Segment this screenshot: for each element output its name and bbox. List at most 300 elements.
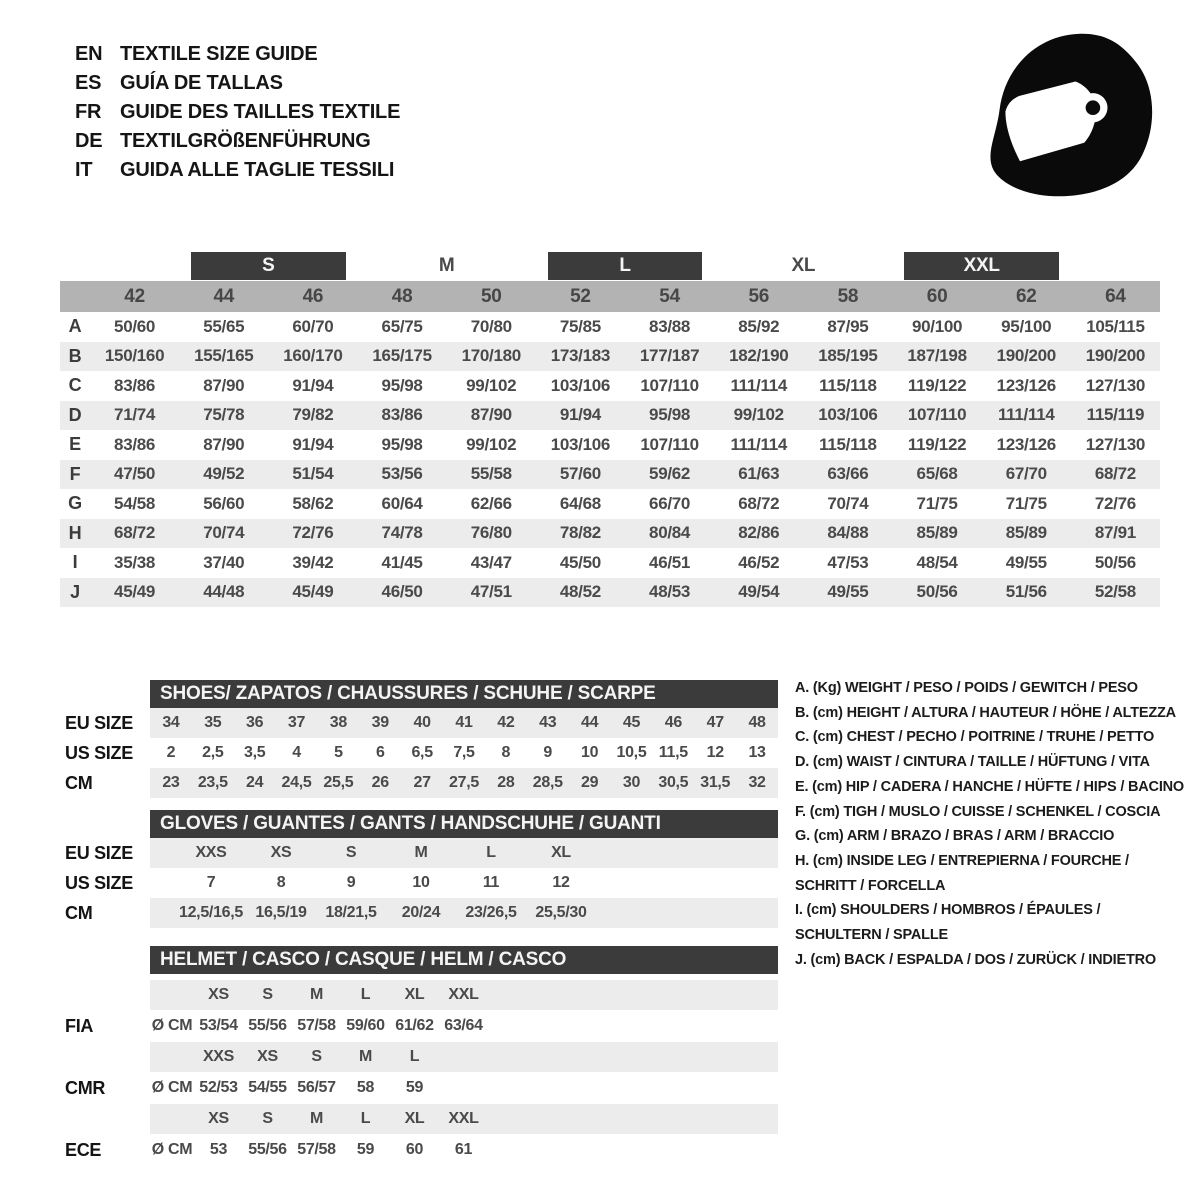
size-row-eu-size bbox=[150, 708, 778, 738]
measure-value: 111/114 bbox=[730, 434, 788, 454]
size-value: 43 bbox=[539, 714, 557, 731]
size-value: S bbox=[345, 844, 357, 861]
guide-title-de: TEXTILGRÖßENFÜHRUNG bbox=[120, 130, 371, 152]
measure-value: 115/118 bbox=[819, 375, 877, 395]
size-group-s: S bbox=[191, 252, 345, 280]
helmet-size: XXL bbox=[448, 1110, 479, 1127]
helmet-value: 52/53 bbox=[199, 1079, 238, 1096]
measure-value: 46/50 bbox=[381, 582, 423, 602]
helmet-value: 61 bbox=[454, 1141, 473, 1158]
language-row-fr bbox=[75, 98, 400, 127]
size-value: XL bbox=[551, 844, 571, 861]
measure-row-b bbox=[60, 342, 1160, 372]
measure-value: 65/75 bbox=[381, 316, 423, 336]
measure-value: 95/98 bbox=[381, 434, 423, 454]
measure-value: 68/72 bbox=[738, 493, 780, 513]
helmet-size: L bbox=[360, 1110, 371, 1127]
numeric-size: 44 bbox=[213, 285, 235, 307]
size-system-label: CM bbox=[65, 902, 93, 923]
measure-value: 65/68 bbox=[916, 464, 958, 484]
gloves-title-bar: GLOVES / GUANTES / GANTS / HANDSCHUHE / GUANTI bbox=[150, 810, 778, 838]
measure-value: 61/63 bbox=[738, 464, 780, 484]
helmet-values-row-ece bbox=[150, 1134, 778, 1166]
language-row-it bbox=[75, 156, 400, 185]
size-value: 13 bbox=[748, 744, 766, 761]
measure-value: 46/51 bbox=[649, 552, 691, 572]
size-value: XS bbox=[270, 844, 292, 861]
measure-value: 68/72 bbox=[114, 523, 156, 543]
numeric-size: 60 bbox=[926, 285, 948, 307]
spacer bbox=[65, 810, 150, 838]
measure-value: 87/90 bbox=[203, 375, 245, 395]
diameter-unit-label: Ø CM bbox=[151, 1017, 193, 1034]
measure-value: 48/54 bbox=[916, 552, 958, 572]
legend-item-j: J. (cm) BACK / ESPALDA / DOS / ZURÜCK / INDIETRO bbox=[795, 951, 1156, 968]
measure-value: 72/76 bbox=[292, 523, 334, 543]
measure-value: 70/74 bbox=[827, 493, 869, 513]
size-value: 8 bbox=[276, 874, 286, 891]
size-value: 47 bbox=[706, 714, 724, 731]
language-code: DE bbox=[75, 130, 103, 152]
measure-value: 78/82 bbox=[559, 523, 601, 543]
measure-value: 107/110 bbox=[640, 375, 699, 395]
size-value: 9 bbox=[346, 874, 356, 891]
measure-value: 44/48 bbox=[203, 582, 245, 602]
language-row-de bbox=[75, 127, 400, 156]
size-value: 32 bbox=[748, 774, 766, 791]
size-value: 37 bbox=[287, 714, 306, 731]
numeric-size-row bbox=[60, 281, 1160, 312]
shoes-section bbox=[65, 680, 800, 798]
measure-value: 75/78 bbox=[203, 405, 245, 425]
standard-label-cmr: CMR bbox=[65, 1077, 106, 1098]
accessory-tables bbox=[65, 680, 800, 1166]
size-system-label: US SIZE bbox=[65, 872, 133, 893]
helmet-value: 53 bbox=[209, 1141, 228, 1158]
size-value: 42 bbox=[497, 714, 515, 731]
size-value: 5 bbox=[334, 744, 343, 761]
size-value: 10 bbox=[412, 874, 430, 891]
measure-value: 99/102 bbox=[466, 375, 517, 395]
measure-value: 155/165 bbox=[194, 346, 254, 366]
measure-value: 119/122 bbox=[907, 375, 967, 395]
spacer bbox=[65, 946, 150, 974]
standard-label-ece: ECE bbox=[65, 1139, 102, 1160]
diameter-unit-label: Ø CM bbox=[151, 1079, 193, 1096]
size-row-us-size bbox=[150, 738, 778, 768]
measure-value: 190/200 bbox=[996, 346, 1056, 366]
measure-value: 87/95 bbox=[827, 316, 869, 336]
size-group-xl: XL bbox=[791, 255, 816, 276]
size-value: 31,5 bbox=[700, 774, 731, 791]
size-group-row bbox=[60, 252, 1160, 280]
row-letter: A bbox=[68, 316, 82, 337]
helmet-size: M bbox=[309, 1110, 324, 1127]
legend-item-i: I. (cm) SHOULDERS / HOMBROS / ÉPAULES / SCHULTERN / SPALLE bbox=[795, 902, 1101, 944]
size-value: 7,5 bbox=[453, 744, 475, 761]
numeric-size: 58 bbox=[837, 285, 859, 307]
measure-value: 49/54 bbox=[738, 582, 780, 602]
helmet-sizes-row-cmr bbox=[150, 1042, 778, 1072]
measure-value: 111/114 bbox=[997, 405, 1055, 425]
measure-value: 115/119 bbox=[1086, 405, 1145, 425]
size-value: 12 bbox=[706, 744, 724, 761]
size-value: 39 bbox=[371, 714, 389, 731]
measure-value: 107/110 bbox=[640, 434, 699, 454]
measure-row-a bbox=[60, 312, 1160, 342]
measure-value: 60/64 bbox=[381, 493, 423, 513]
size-value: 28,5 bbox=[532, 774, 563, 791]
measure-value: 74/78 bbox=[381, 523, 423, 543]
size-value: M bbox=[414, 844, 428, 861]
row-letter: J bbox=[70, 581, 80, 602]
measure-value: 35/38 bbox=[114, 552, 156, 572]
guide-title-es: GUÍA DE TALLAS bbox=[120, 72, 283, 94]
helmet-sizes-row-fia bbox=[150, 980, 778, 1010]
helmet-value: 57/58 bbox=[297, 1141, 336, 1158]
helmet-value: 59 bbox=[356, 1141, 375, 1158]
language-row-es bbox=[75, 69, 400, 98]
numeric-size: 42 bbox=[124, 285, 145, 307]
helmet-value: 61/62 bbox=[395, 1017, 434, 1034]
size-value: 16,5/19 bbox=[255, 904, 307, 921]
helmet-size: S bbox=[311, 1048, 322, 1065]
size-system-label: US SIZE bbox=[65, 742, 133, 763]
measure-value: 82/86 bbox=[738, 523, 780, 543]
measure-value: 39/42 bbox=[292, 552, 334, 572]
measure-value: 95/100 bbox=[1001, 316, 1052, 336]
measure-value: 160/170 bbox=[283, 346, 343, 366]
size-value: 27,5 bbox=[449, 774, 479, 791]
measure-value: 111/114 bbox=[730, 375, 788, 395]
size-value: 23,5 bbox=[197, 774, 228, 791]
measure-value: 45/49 bbox=[114, 582, 156, 602]
size-value: 28 bbox=[497, 774, 515, 791]
size-value: XXS bbox=[195, 844, 227, 861]
legend-item-e: E. (cm) HIP / CADERA / HANCHE / HÜFTE / HIPS / BACINO bbox=[795, 778, 1184, 795]
measure-value: 56/60 bbox=[203, 493, 245, 513]
size-row-us-size bbox=[150, 868, 778, 898]
size-value: 11 bbox=[482, 874, 500, 891]
measure-row-h bbox=[60, 519, 1160, 549]
measure-value: 83/88 bbox=[649, 316, 691, 336]
size-value: 26 bbox=[371, 774, 389, 791]
size-value: 24 bbox=[246, 774, 264, 791]
measure-value: 87/91 bbox=[1094, 523, 1136, 543]
row-letter: H bbox=[68, 522, 82, 543]
helmet-value: 57/58 bbox=[297, 1017, 336, 1034]
legend-item-f: F. (cm) TIGH / MUSLO / CUISSE / SCHENKEL / COSCIA bbox=[795, 803, 1161, 820]
helmet-value: 63/64 bbox=[444, 1017, 483, 1034]
measure-value: 185/195 bbox=[818, 346, 878, 366]
measure-value: 50/56 bbox=[1094, 552, 1136, 572]
measure-value: 105/115 bbox=[1086, 316, 1145, 336]
measure-row-j bbox=[60, 578, 1160, 608]
numeric-size: 46 bbox=[302, 285, 324, 307]
numeric-size: 64 bbox=[1105, 285, 1126, 307]
size-value: 45 bbox=[622, 714, 641, 731]
measure-value: 190/200 bbox=[1085, 346, 1146, 366]
measure-value: 68/72 bbox=[1094, 464, 1136, 484]
helmet-value: 59 bbox=[405, 1079, 424, 1096]
guide-title-fr: GUIDE DES TAILLES TEXTILE bbox=[120, 101, 401, 123]
size-group-xxl: XXL bbox=[904, 252, 1058, 280]
measure-row-e bbox=[60, 430, 1160, 460]
measure-value: 53/56 bbox=[381, 464, 423, 484]
measure-value: 43/47 bbox=[470, 552, 512, 572]
measure-value: 49/52 bbox=[203, 464, 245, 484]
language-row-en bbox=[75, 40, 400, 69]
measure-value: 64/68 bbox=[559, 493, 601, 513]
measure-value: 66/70 bbox=[649, 493, 691, 513]
legend-item-b: B. (cm) HEIGHT / ALTURA / HAUTEUR / HÖHE / ALTEZZA bbox=[795, 704, 1176, 721]
size-value: 40 bbox=[413, 714, 431, 731]
language-code: EN bbox=[75, 43, 103, 65]
measure-value: 127/130 bbox=[1085, 375, 1146, 395]
size-row-cm bbox=[150, 768, 778, 798]
measure-value: 91/94 bbox=[559, 405, 601, 425]
measure-value: 49/55 bbox=[1005, 552, 1047, 572]
measure-value: 83/86 bbox=[114, 375, 156, 395]
measure-value: 95/98 bbox=[649, 405, 691, 425]
measure-value: 71/75 bbox=[916, 493, 958, 513]
size-value: 30 bbox=[622, 774, 641, 791]
measure-row-d bbox=[60, 401, 1160, 431]
language-header bbox=[75, 40, 400, 185]
measure-value: 91/94 bbox=[292, 434, 334, 454]
size-value: 4 bbox=[292, 744, 301, 761]
measure-value: 79/82 bbox=[292, 405, 334, 425]
row-letter: D bbox=[68, 404, 82, 425]
shoes-title-bar: SHOES/ ZAPATOS / CHAUSSURES / SCHUHE / SCARPE bbox=[150, 680, 778, 708]
numeric-size: 54 bbox=[659, 285, 680, 307]
measure-value: 50/56 bbox=[916, 582, 958, 602]
size-value: 7 bbox=[206, 874, 216, 891]
measure-value: 127/130 bbox=[1085, 434, 1146, 454]
measure-value: 55/65 bbox=[203, 316, 245, 336]
measure-value: 48/52 bbox=[559, 582, 601, 602]
main-size-table bbox=[60, 252, 1160, 607]
measure-value: 177/187 bbox=[639, 346, 700, 366]
legend-item-c: C. (cm) CHEST / PECHO / POITRINE / TRUHE / PETTO bbox=[795, 729, 1155, 746]
size-value: 10 bbox=[580, 744, 599, 761]
size-system-label: EU SIZE bbox=[65, 842, 133, 863]
measure-value: 59/62 bbox=[649, 464, 691, 484]
numeric-size: 50 bbox=[480, 285, 502, 307]
size-value: 34 bbox=[162, 714, 180, 731]
measure-value: 71/74 bbox=[114, 405, 156, 425]
size-system-label: CM bbox=[65, 772, 93, 793]
size-value: 9 bbox=[543, 744, 553, 761]
measure-value: 123/126 bbox=[996, 375, 1056, 395]
helmet-values-row-cmr bbox=[150, 1072, 778, 1104]
measure-value: 99/102 bbox=[733, 405, 784, 425]
measure-value: 95/98 bbox=[381, 375, 423, 395]
measure-value: 87/90 bbox=[470, 405, 512, 425]
measure-value: 60/70 bbox=[292, 316, 334, 336]
language-code: FR bbox=[75, 101, 102, 123]
measure-row-f bbox=[60, 460, 1160, 490]
measure-value: 115/118 bbox=[819, 434, 877, 454]
row-letter: F bbox=[69, 463, 81, 484]
helmet-size: L bbox=[360, 986, 371, 1003]
size-value: 20/24 bbox=[401, 904, 441, 921]
numeric-size: 48 bbox=[391, 285, 413, 307]
helmet-size: XS bbox=[257, 1048, 278, 1065]
helmet-size: S bbox=[262, 986, 273, 1003]
size-value: 23 bbox=[162, 774, 180, 791]
size-value: 27 bbox=[413, 774, 431, 791]
size-value: 2 bbox=[166, 744, 176, 761]
measure-value: 103/106 bbox=[550, 434, 611, 454]
helmet-value: 56/57 bbox=[297, 1079, 336, 1096]
helmet-value: 54/55 bbox=[248, 1079, 287, 1096]
measure-value: 80/84 bbox=[649, 523, 691, 543]
size-value: 8 bbox=[501, 744, 511, 761]
numeric-size: 52 bbox=[570, 285, 591, 307]
size-value: 36 bbox=[246, 714, 264, 731]
measure-value: 47/50 bbox=[114, 464, 156, 484]
helmet-value: 55/56 bbox=[248, 1141, 287, 1158]
gloves-section bbox=[65, 810, 800, 928]
helmet-value: 58 bbox=[356, 1079, 375, 1096]
measure-value: 45/50 bbox=[559, 552, 601, 572]
measure-value: 46/52 bbox=[738, 552, 780, 572]
helmet-size: XXL bbox=[448, 986, 479, 1003]
measure-value: 123/126 bbox=[996, 434, 1056, 454]
measure-value: 85/89 bbox=[1005, 523, 1047, 543]
measure-value: 83/86 bbox=[114, 434, 156, 454]
measure-value: 103/106 bbox=[818, 405, 878, 425]
size-value: 12,5/16,5 bbox=[178, 904, 244, 921]
measure-value: 85/92 bbox=[738, 316, 780, 336]
measure-value: 187/198 bbox=[907, 346, 967, 366]
guide-title-en: TEXTILE SIZE GUIDE bbox=[120, 43, 318, 65]
helmet-value: 60 bbox=[405, 1141, 424, 1158]
size-row-eu-size bbox=[150, 838, 778, 868]
measure-value: 75/85 bbox=[559, 316, 601, 336]
size-value: 12 bbox=[552, 874, 570, 891]
measure-value: 71/75 bbox=[1005, 493, 1047, 513]
measure-value: 170/180 bbox=[461, 346, 521, 366]
size-value: 30,5 bbox=[658, 774, 689, 791]
measure-value: 45/49 bbox=[292, 582, 334, 602]
helmet-value: 55/56 bbox=[248, 1017, 287, 1034]
size-value: 6 bbox=[375, 744, 385, 761]
measurement-legend bbox=[795, 676, 1187, 972]
size-value: 11,5 bbox=[658, 744, 688, 761]
helmet-size: XXS bbox=[202, 1048, 235, 1065]
measure-value: 91/94 bbox=[292, 375, 334, 395]
legend-item-g: G. (cm) ARM / BRAZO / BRAS / ARM / BRACCIO bbox=[795, 828, 1115, 845]
measure-value: 51/54 bbox=[292, 464, 334, 484]
measure-value: 51/56 bbox=[1005, 582, 1047, 602]
row-letter: E bbox=[69, 434, 81, 455]
size-value: 2,5 bbox=[202, 744, 224, 761]
measure-value: 48/53 bbox=[649, 582, 691, 602]
row-letter: C bbox=[68, 375, 82, 396]
legend-item-a: A. (Kg) WEIGHT / PESO / POIDS / GEWITCH / PESO bbox=[795, 680, 1138, 696]
helmet-section bbox=[65, 946, 800, 1166]
numeric-size: 56 bbox=[748, 285, 770, 307]
numeric-size: 62 bbox=[1015, 285, 1037, 307]
size-group-m: M bbox=[438, 255, 455, 276]
size-system-label: EU SIZE bbox=[65, 712, 133, 733]
measure-value: 83/86 bbox=[381, 405, 423, 425]
language-code: ES bbox=[75, 72, 102, 94]
measure-value: 103/106 bbox=[550, 375, 611, 395]
measure-value: 70/74 bbox=[203, 523, 245, 543]
helmet-size: M bbox=[358, 1048, 373, 1065]
size-value: 29 bbox=[580, 774, 599, 791]
standard-label-fia: FIA bbox=[65, 1015, 94, 1036]
size-value: L bbox=[486, 844, 496, 861]
diameter-unit-label: Ø CM bbox=[151, 1141, 193, 1158]
helmet-size: M bbox=[309, 986, 324, 1003]
measure-value: 67/70 bbox=[1005, 464, 1047, 484]
measure-value: 41/45 bbox=[381, 552, 423, 572]
measure-value: 107/110 bbox=[907, 405, 967, 425]
size-value: 24,5 bbox=[281, 774, 312, 791]
helmet-size: XL bbox=[404, 986, 425, 1003]
measure-value: 62/66 bbox=[470, 493, 512, 513]
size-value: 10,5 bbox=[616, 744, 647, 761]
size-value: 44 bbox=[580, 714, 599, 731]
legend-item-h: H. (cm) INSIDE LEG / ENTREPIERNA / FOURCHE / SCHRITT / FORCELLA bbox=[795, 852, 1129, 894]
helmet-value: 53/54 bbox=[199, 1017, 238, 1034]
size-value: 25,5/30 bbox=[535, 904, 587, 921]
measure-value: 37/40 bbox=[203, 552, 245, 572]
helmet-title-bar: HELMET / CASCO / CASQUE / HELM / CASCO bbox=[150, 946, 778, 974]
helmet-size: XL bbox=[404, 1110, 425, 1127]
measure-value: 182/190 bbox=[729, 346, 789, 366]
row-letter: G bbox=[68, 493, 82, 514]
measure-value: 173/183 bbox=[550, 346, 611, 366]
racing-helmet-icon bbox=[975, 28, 1170, 208]
measure-value: 76/80 bbox=[470, 523, 512, 543]
language-code: IT bbox=[75, 159, 93, 181]
spacer bbox=[65, 1104, 150, 1134]
helmet-values-row-fia bbox=[150, 1010, 778, 1042]
measure-value: 85/89 bbox=[916, 523, 958, 543]
size-value: 46 bbox=[664, 714, 682, 731]
size-value: 35 bbox=[204, 714, 222, 731]
measure-value: 70/80 bbox=[470, 316, 512, 336]
measure-value: 54/58 bbox=[114, 493, 156, 513]
size-value: 23/26,5 bbox=[465, 904, 517, 921]
measure-row-g bbox=[60, 489, 1160, 519]
measure-value: 119/122 bbox=[907, 434, 967, 454]
size-value: 48 bbox=[748, 714, 766, 731]
legend-item-d: D. (cm) WAIST / CINTURA / TAILLE / HÜFTUNG / VITA bbox=[795, 754, 1150, 771]
measure-row-i bbox=[60, 548, 1160, 578]
measure-value: 63/66 bbox=[827, 464, 869, 484]
measure-value: 72/76 bbox=[1094, 493, 1136, 513]
row-letter: I bbox=[72, 552, 78, 573]
size-value: 3,5 bbox=[243, 744, 266, 761]
measure-value: 47/53 bbox=[827, 552, 869, 572]
measure-value: 52/58 bbox=[1094, 582, 1136, 602]
size-group-l: L bbox=[548, 252, 702, 280]
spacer bbox=[65, 1042, 150, 1072]
measure-value: 49/55 bbox=[827, 582, 869, 602]
measurement-rows bbox=[60, 312, 1160, 607]
size-row-cm bbox=[150, 898, 778, 928]
spacer bbox=[65, 980, 150, 1010]
helmet-size: L bbox=[409, 1048, 420, 1065]
size-value: 6,5 bbox=[411, 744, 433, 761]
size-value: 38 bbox=[329, 714, 347, 731]
